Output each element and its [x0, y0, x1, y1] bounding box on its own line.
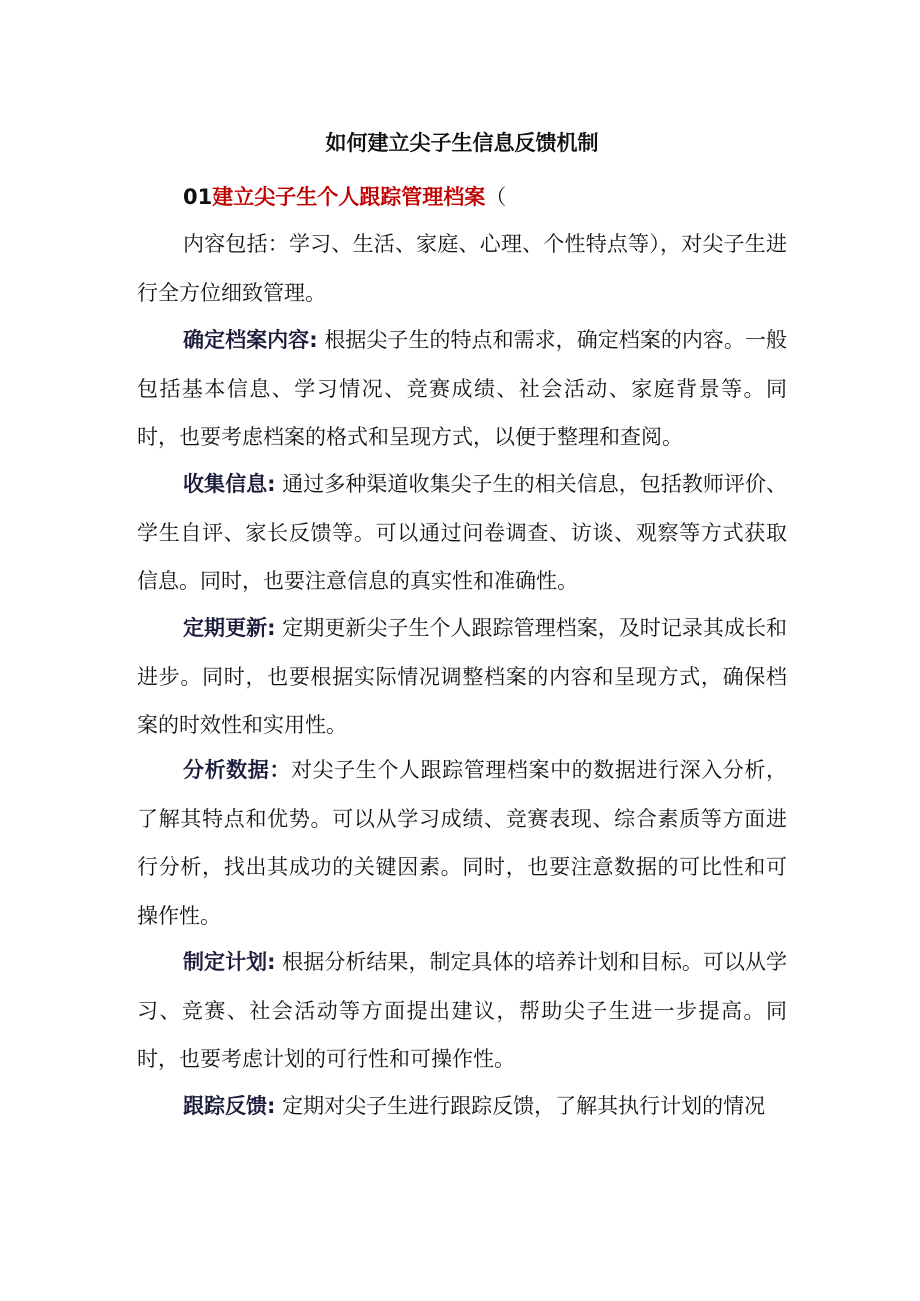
paragraph-analyze-data — [137, 746, 787, 940]
paragraph-text: 通过多种渠道收集尖子生的相关信息，包括教师评价、学生自评、家长反馈等。可以通过问卷调查、访谈、观察等方式获取信息。同时，也要注意信息的真实性和准确性。 — [137, 472, 787, 593]
paragraph-make-plan — [137, 938, 787, 1084]
section-number: 01 — [183, 185, 213, 209]
paragraph-term: 确定档案内容 — [183, 328, 310, 352]
paragraph-term-separator: ： — [269, 758, 291, 782]
paragraph-text: 定期对尖子生进行跟踪反馈，了解其执行计划的情况 — [275, 1094, 766, 1118]
paragraph-term-separator: : — [267, 472, 276, 496]
paragraph-term: 分析数据 — [183, 758, 270, 782]
intro-paragraph: 内容包括：学习、生活、家庭、心理、个性特点等），对尖子生进行全方位细致管理。 — [137, 232, 787, 305]
paragraph-regular-update — [137, 604, 787, 750]
paragraph-collect-info — [137, 460, 787, 606]
paragraph-term: 制定计划 — [183, 950, 268, 974]
paragraph-term: 收集信息 — [183, 472, 268, 496]
paragraph-text: 定期更新尖子生个人跟踪管理档案，及时记录其成长和进步。同时，也要根据实际情况调整档案的内容和呈现方式，确保档案的时效性和实用性。 — [137, 616, 787, 737]
paragraph-term: 定期更新 — [183, 616, 268, 640]
paragraph-determine-content — [137, 316, 787, 462]
paragraph-term-separator: : — [267, 1094, 276, 1118]
document-title: 如何建立尖子生信息反馈机制 — [325, 131, 599, 155]
paragraph-track-feedback — [137, 1082, 787, 1131]
paragraph-text: 根据尖子生的特点和需求，确定档案的内容。一般包括基本信息、学习情况、竞赛成绩、社会活动、家庭背景等。同时，也要考虑档案的格式和呈现方式，以便于整理和查阅。 — [137, 328, 787, 449]
paragraph-text: 对尖子生个人跟踪管理档案中的数据进行深入分析，了解其特点和优势。可以从学习成绩、竞赛表现、综合素质等方面进行分析，找出其成功的关键因素。同时，也要注意数据的可比性和可操作性。 — [137, 758, 788, 928]
paragraph-term-separator: : — [267, 950, 276, 974]
paragraph-text: 根据分析结果，制定具体的培养计划和目标。可以从学习、竞赛、社会活动等方面提出建议，帮助尖子生进一步提高。同时，也要考虑计划的可行性和可操作性。 — [137, 950, 787, 1071]
paragraph-term: 跟踪反馈 — [183, 1094, 267, 1118]
section-heading-text: 建立尖子生个人跟踪管理档案 — [212, 185, 486, 209]
section-heading — [137, 175, 787, 219]
paragraph-term-separator: : — [309, 328, 318, 352]
section-heading-paren: （ — [485, 185, 507, 209]
paragraph-term-separator: : — [267, 616, 276, 640]
